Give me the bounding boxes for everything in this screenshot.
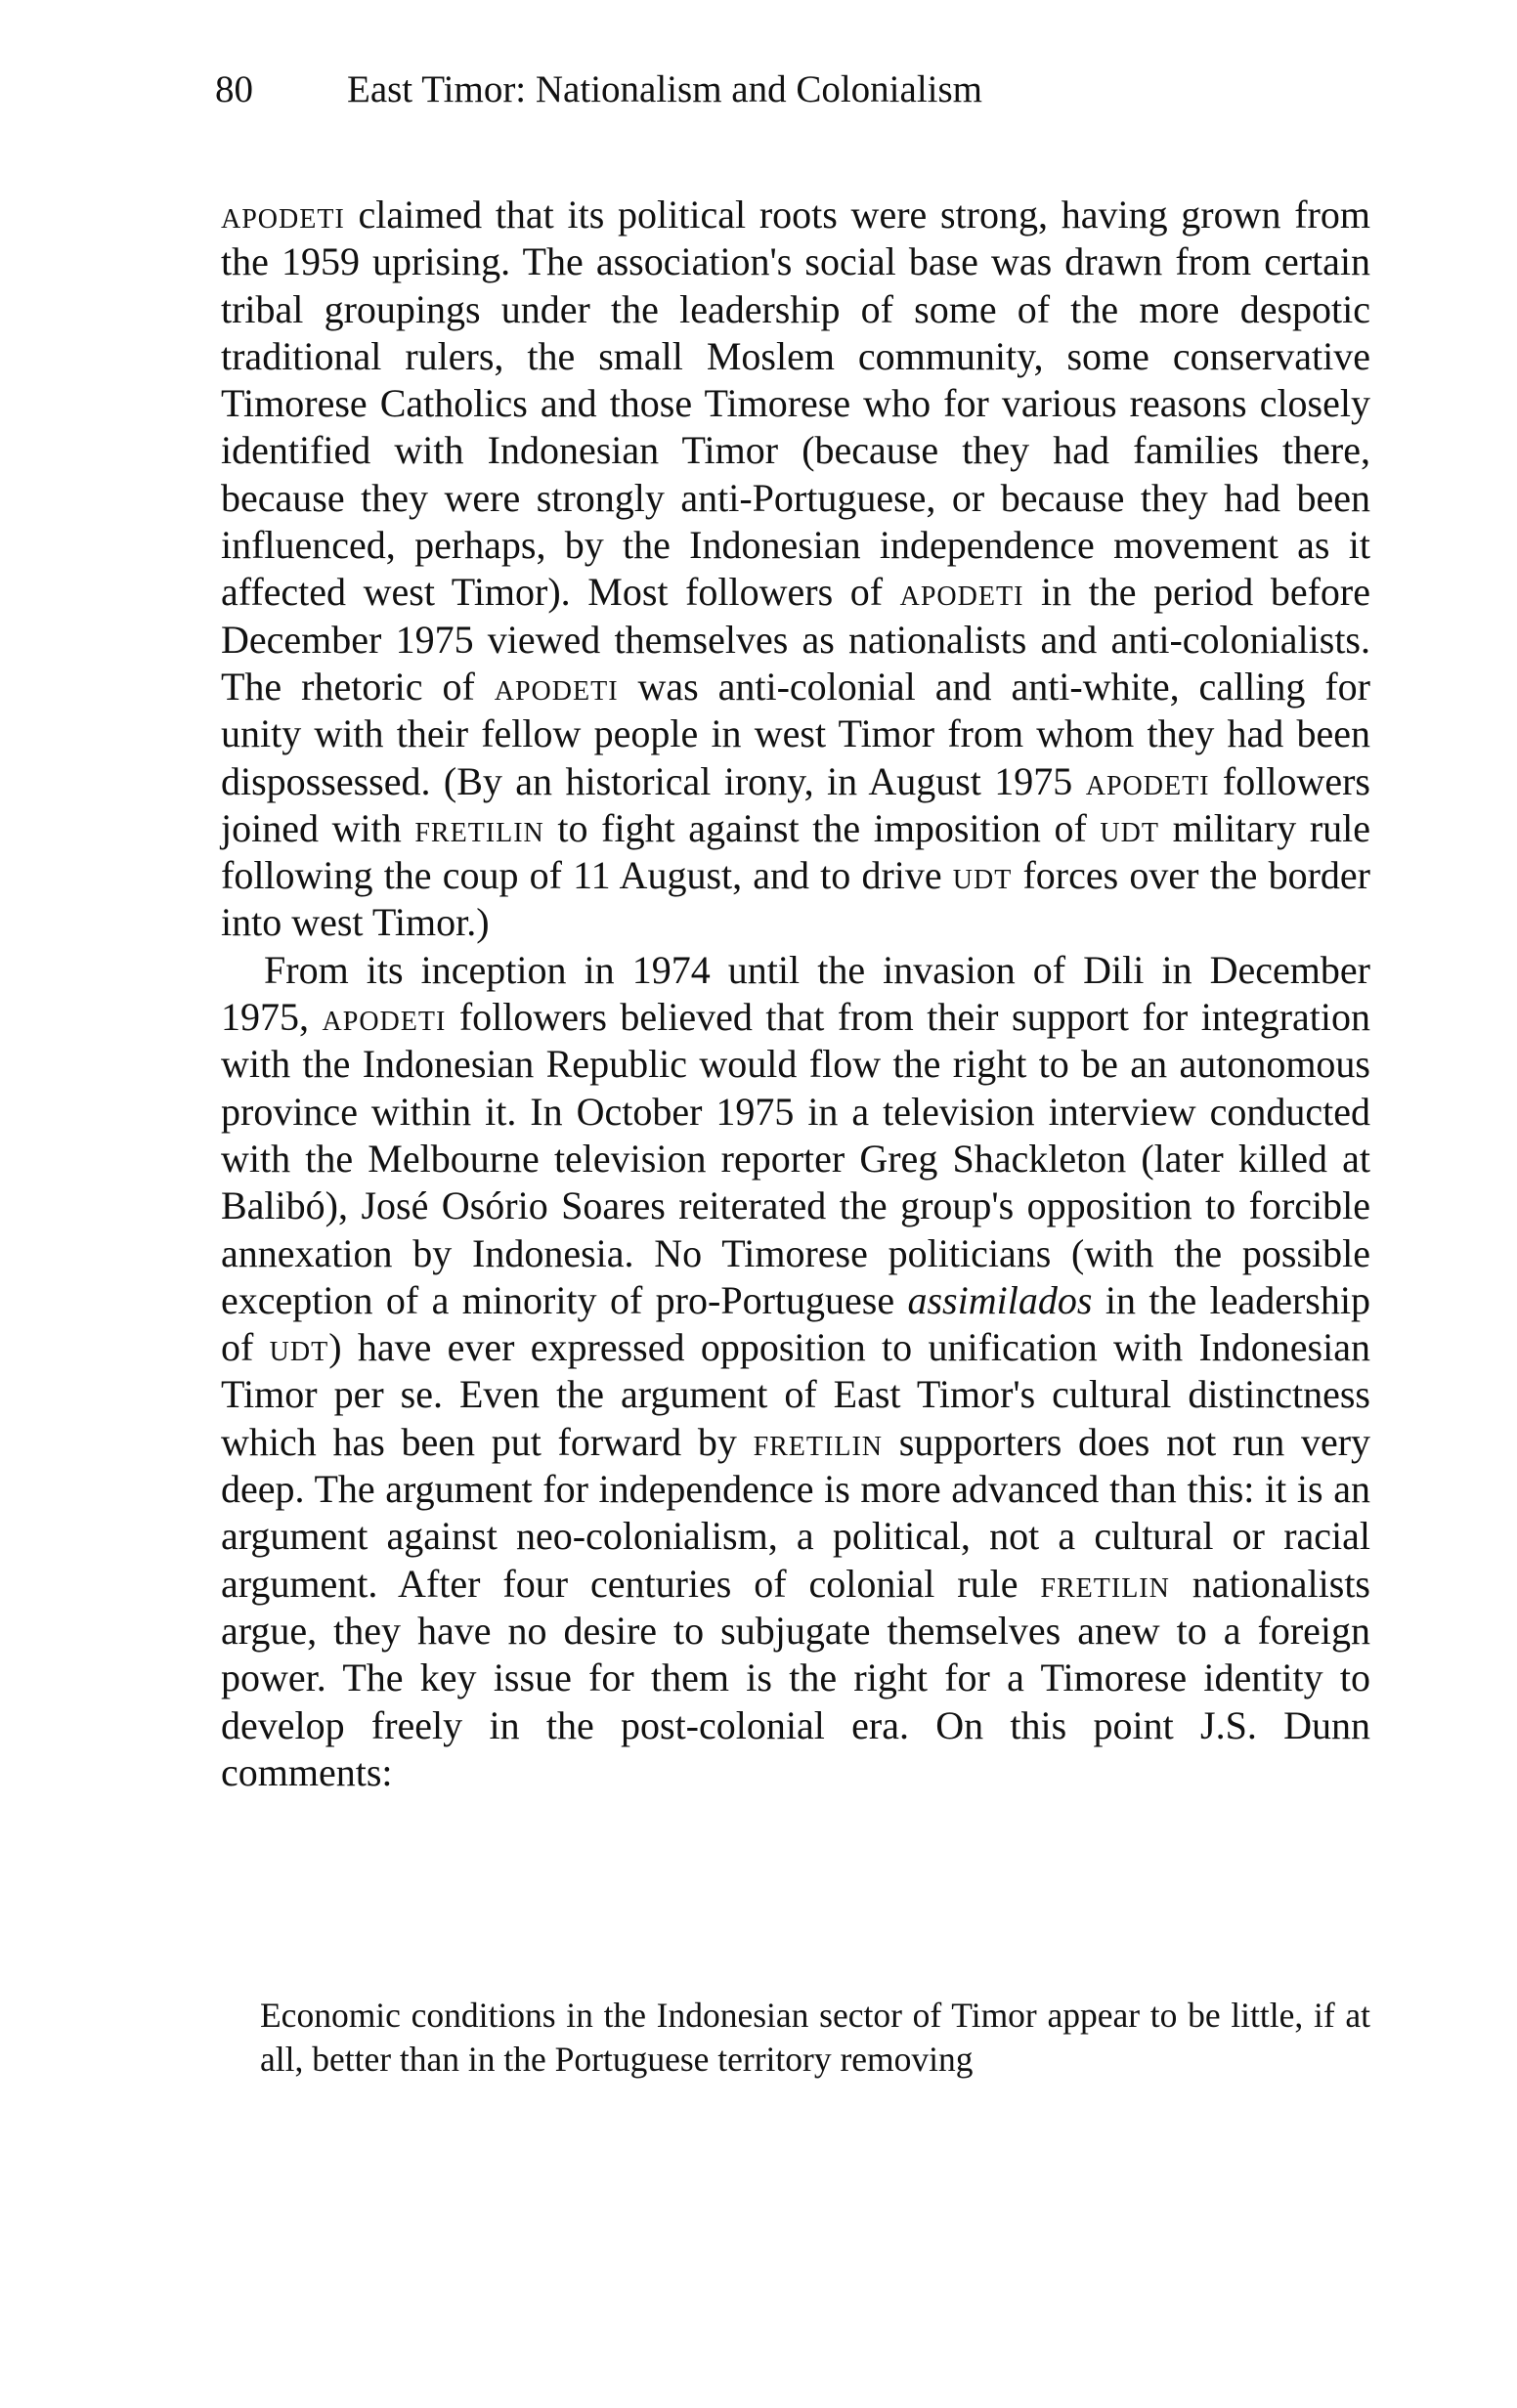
italic-term: assimilados — [907, 1277, 1093, 1322]
text-run: in the period before December 1975 viewed themselves as nationalists and anti-colonialists. The rhetoric of — [221, 570, 1370, 709]
acronym-apodeti: apodeti — [1085, 758, 1210, 803]
text-run: followers joined with — [221, 758, 1370, 850]
text-run: was anti-colonial and anti-white, calling for unity with their fellow people in west Timor from whom they had been dispossessed. (By an historical irony, in August 1975 — [221, 664, 1370, 803]
acronym-udt: udt — [952, 853, 1013, 898]
acronym-apodeti: apodeti — [494, 664, 619, 709]
text-run: to fight against the imposition of — [543, 805, 1101, 850]
text-run: From its inception in 1974 until the invasion of Dili in December 1975, — [221, 947, 1370, 1040]
acronym-fretilin: fretilin — [414, 805, 544, 850]
acronym-udt: udt — [269, 1325, 329, 1370]
text-run: military rule following the coup of 11 August, and to drive — [221, 805, 1371, 898]
block-quote: Economic conditions in the Indonesian sector of Timor appear to be little, if at all, better than in the Portuguese territory removing — [260, 1996, 1370, 2079]
text-run: ) have ever expressed opposition to unification with Indonesian Timor per se. Even the argument of East Timor's cultural distinctness which has been put forward by — [221, 1325, 1370, 1464]
running-head — [215, 64, 1388, 115]
acronym-apodeti: apodeti — [322, 995, 447, 1040]
text-run: forces over the border into west Timor.) — [221, 853, 1370, 945]
text-run: claimed that its political roots were strong, having grown from the 1959 uprising. The association's social base was drawn from certain tribal groupings under the leadership of some of the more despotic traditional rulers, the small Moslem community, some conservative Timorese Catholics and those Timorese who for various reasons closely identified with Indonesian Timor (because they had families there, because they were strongly anti-Portuguese, or because they had been influenced, perhaps, by the Indonesian independence movement as it affected west Timor). Most followers of — [221, 193, 1370, 615]
text-run: followers believed that from their support for integration with the Indonesian Republic would flow the right to be an autonomous province within it. In October 1975 in a television interview conducted with the Melbourne television reporter Greg Shackleton (later killed at Balibó), José Osório Soares reiterated the group's opposition to forcible annexation by Indonesia. No Timorese politicians (with the possible exception of a minority of pro-Portuguese — [221, 995, 1370, 1322]
paragraph-integration — [221, 947, 1370, 1796]
acronym-fretilin: fretilin — [1040, 1561, 1170, 1606]
paragraph-apodeti-roots — [221, 192, 1370, 947]
acronym-udt: udt — [1100, 805, 1159, 850]
text-run: in the leadership of — [221, 1277, 1370, 1370]
acronym-fretilin: fretilin — [753, 1419, 883, 1464]
text-run: nationalists argue, they have no desire to subjugate themselves anew to a foreign power. The key issue for them is the right for a Timorese identity to develop freely in the post-colonial era. On this point J.S. Dunn comments: — [221, 1561, 1370, 1794]
running-title: East Timor: Nationalism and Colonialism — [347, 68, 983, 110]
body-text — [221, 192, 1370, 1796]
page-number: 80 — [215, 68, 253, 110]
acronym-apodeti: apodeti — [221, 193, 345, 236]
acronym-apodeti: apodeti — [899, 570, 1024, 615]
text-run: supporters does not run very deep. The argument for independence is more advanced than this: it is an argument against neo-colonialism, a political, not a cultural or racial argument. After four centuries of colonial rule — [221, 1419, 1371, 1606]
